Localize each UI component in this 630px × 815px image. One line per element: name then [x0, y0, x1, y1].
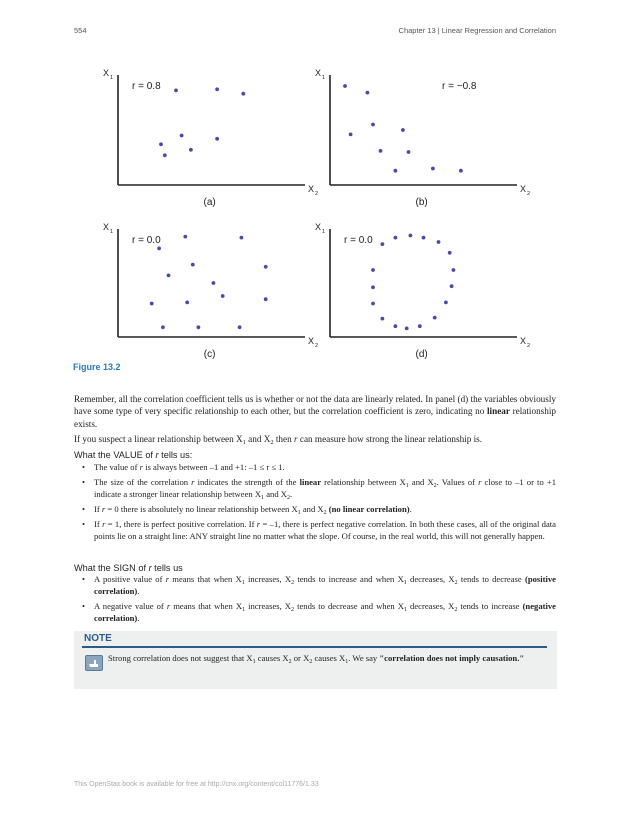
data-point [444, 301, 448, 305]
text-run: or X [291, 653, 310, 663]
italic-r: r [256, 518, 261, 529]
data-point [215, 87, 219, 91]
italic-r: r [148, 563, 152, 573]
data-point [381, 242, 385, 246]
x-axis-label: X [308, 184, 315, 194]
data-point [343, 84, 347, 88]
data-point [418, 324, 422, 328]
text-run: What the SIGN of [74, 563, 149, 573]
paragraph-linear [74, 433, 556, 445]
r-value-label: r = 0.0 [132, 235, 161, 246]
data-point [405, 327, 409, 331]
correlation-figure [0, 60, 630, 365]
text-run: and X [408, 476, 434, 487]
data-point [407, 150, 411, 154]
text-run: can measure how strong the linear relationship is. [297, 434, 483, 444]
data-point [163, 153, 167, 157]
text-run: and X [264, 488, 287, 499]
x-axis-subscript: 2 [527, 191, 531, 197]
subscript: 1 [242, 606, 246, 613]
text-run: tends to increase [457, 600, 523, 611]
x-axis-subscript: 2 [315, 343, 319, 349]
y-axis-subscript: 1 [110, 75, 114, 81]
scatter-panel-b [315, 68, 530, 208]
r-value-label: r = 0.8 [132, 81, 161, 92]
note-text [108, 652, 548, 664]
data-point [409, 234, 413, 238]
italic-r: r [191, 476, 195, 487]
data-point [150, 302, 154, 306]
subscript: 1 [261, 494, 265, 501]
sign-heading [74, 563, 183, 573]
list-item: • The size of the correlation r indicates the strength of the linear relationship between $X_1$ and $X_2$. Values of r close to –1 or to +1 indicate a stronger linear relationship between $X_1$ and $X_2$. [82, 476, 556, 501]
subscript: 2 [454, 606, 458, 613]
text-run: causes X [312, 653, 346, 663]
italic-r: r [478, 476, 482, 487]
text-run: If [94, 503, 102, 514]
text-run: = –1, there is perfect negative correlation. In both these cases, all of the original data points lie on a straight line: ANY straight line no matter what the slope. Of course, in the real world, this will not generally happen. [94, 518, 556, 541]
text-run: indicates the strength of the [194, 476, 300, 487]
hand-pointer-icon [85, 655, 103, 671]
data-point [422, 236, 426, 240]
subscript: 2 [454, 580, 458, 586]
text-run: . We say [348, 653, 380, 663]
data-point [185, 301, 189, 305]
data-point [238, 325, 242, 329]
text-run: increases, X [245, 600, 292, 611]
text-run: The value of [94, 462, 140, 472]
data-point [191, 263, 195, 267]
list-item: • A negative value of r means that when $X_1$ increases, $X_2$ tends to decrease and when $X_1$ decreases, $X_2$ tends to increase (negative correlation). [82, 600, 556, 623]
y-axis-label: X [103, 222, 110, 232]
subscript: 2 [323, 509, 327, 516]
subscript: 1 [242, 439, 246, 446]
data-point [157, 247, 161, 251]
subscript: 1 [297, 509, 301, 516]
data-point [240, 236, 244, 240]
panel-label: (b) [415, 197, 428, 208]
data-point [241, 92, 245, 96]
bold-run: (positive correlation) [94, 574, 556, 596]
text-run: The size of the correlation [94, 476, 192, 487]
r-value-label: r = −0.8 [442, 81, 477, 92]
list-item: • If r = 1, there is perfect positive correlation. If r = –1, there is perfect negative correlation. In both these cases, all of the original data points lie on a straight line: ANY straight line no matter what the slope. Of course, in the real world, this will not generally happen. [82, 518, 556, 541]
text-run: tends to decrease [457, 574, 525, 584]
value-list [74, 462, 556, 546]
sign-list [74, 574, 556, 628]
data-point [264, 297, 268, 301]
data-point [379, 149, 383, 153]
subscript: 1 [403, 580, 407, 586]
y-axis-subscript: 1 [322, 229, 326, 235]
data-point [433, 316, 437, 320]
data-point [431, 167, 435, 171]
note-divider [82, 646, 547, 648]
scatter-panel-c [103, 222, 318, 360]
text-run: A positive value of [94, 574, 166, 584]
data-point [174, 89, 178, 93]
data-point [394, 324, 398, 328]
data-point [183, 235, 187, 239]
y-axis-subscript: 1 [322, 75, 326, 81]
subscript: 1 [405, 482, 409, 489]
text-run: . [290, 488, 293, 499]
text-run: and X [300, 503, 324, 514]
subscript: 1 [241, 580, 245, 586]
panel-label: (d) [415, 349, 428, 360]
text-run: means that when X [170, 600, 243, 611]
bold-run: "correlation does not imply causation." [379, 653, 525, 663]
text-run: . Values of [436, 476, 479, 487]
data-point [371, 302, 375, 306]
text-run: . [409, 503, 412, 514]
figure-caption: Figure 13.2 [73, 362, 121, 372]
x-axis-label: X [308, 336, 315, 346]
y-axis-label: X [103, 68, 110, 78]
y-axis-label: X [315, 222, 322, 232]
italic-r: r [139, 462, 143, 472]
data-point [167, 274, 171, 278]
text-run: decreases, X [406, 574, 455, 584]
x-axis-label: X [520, 184, 527, 194]
data-point [448, 251, 452, 255]
text-run: Strong correlation does not suggest that X [108, 653, 253, 663]
subscript: 2 [270, 439, 274, 446]
text-run: tends to decrease and when X [294, 600, 404, 611]
italic-r: r [101, 503, 106, 514]
subscript: 2 [433, 482, 437, 489]
list-item: • A positive value of r means that when $X_1$ increases, $X_2$ tends to increase and when $X_1$ decreases, $X_2$ tends to decrease (positive correlation). [82, 574, 556, 596]
data-point [437, 240, 441, 244]
text-run: = 0 there is absolutely no linear relationship between X [105, 503, 298, 514]
data-point [452, 268, 456, 272]
value-heading [74, 450, 192, 460]
panel-label: (a) [203, 197, 216, 208]
paragraph-intro-bold: linear [486, 406, 510, 417]
data-point [394, 169, 398, 173]
list-item: • The value of r is always between –1 and +1: –1 ≤ r ≤ 1. [82, 462, 285, 472]
bold-run: (no linear correlation) [326, 503, 410, 514]
data-point [189, 148, 193, 152]
text-run: and X [245, 434, 271, 444]
text-run: relationship between X [321, 476, 406, 487]
page-footer: This OpenStax book is available for free at http://cnx.org/content/col11776/1.33 [74, 781, 319, 788]
subscript: 1 [345, 659, 349, 665]
data-point [381, 317, 385, 321]
subscript: 2 [286, 494, 290, 501]
italic-r: r [166, 600, 171, 611]
bold-run: (negative correlation) [94, 600, 556, 623]
data-point [459, 169, 463, 173]
data-point [159, 142, 163, 146]
data-point [221, 294, 225, 298]
r-value-label: r = 0.0 [344, 235, 373, 246]
scatter-panel-d [315, 222, 530, 360]
x-axis-subscript: 2 [527, 343, 531, 349]
italic-r: r [155, 450, 159, 460]
x-axis-label: X [520, 336, 527, 346]
data-point [212, 281, 216, 285]
x-axis-subscript: 2 [315, 191, 319, 197]
subscript: 1 [252, 659, 256, 665]
text-run: tells us: [158, 450, 193, 460]
text-run: means that when X [169, 574, 242, 584]
subscript: 2 [309, 659, 313, 665]
chapter-title: Chapter 13 | Linear Regression and Correlation [398, 26, 556, 35]
data-point [394, 236, 398, 240]
data-point [180, 134, 184, 138]
note-box [74, 631, 557, 689]
italic-r: r [102, 518, 106, 529]
text-run: What the VALUE of [74, 450, 156, 460]
text-run: = 1, there is perfect positive correlation. If [105, 518, 257, 529]
subscript: 2 [291, 606, 295, 613]
data-point [161, 325, 165, 329]
italic-r: r [294, 434, 298, 444]
data-point [197, 325, 201, 329]
text-run: If you suspect a linear relationship between X [74, 434, 243, 444]
data-point [215, 137, 219, 141]
data-point [371, 123, 375, 127]
paragraph-intro [74, 393, 556, 430]
paragraph-intro-end: relationship exists. [74, 406, 556, 429]
text-run: then [273, 434, 294, 444]
note-title: NOTE [84, 633, 112, 644]
data-point [349, 133, 353, 137]
text-run: . [137, 612, 140, 623]
paragraph-intro-text: Remember, all the correlation coefficient tells us is whether or not the data are linearly related. In panel (d) the variables obviously have some type of very specific relationship to each other, but the correlation coefficient is zero, indicating no [74, 394, 556, 417]
text-run: tends to increase and when X [294, 574, 404, 584]
text-run: A negative value of [94, 600, 167, 611]
italic-r: r [165, 574, 170, 584]
subscript: 2 [291, 580, 295, 586]
data-point [450, 284, 454, 288]
text-run: increases, X [244, 574, 292, 584]
data-point [366, 91, 370, 95]
subscript: 1 [403, 606, 407, 613]
list-item: • If r = 0 there is absolutely no linear relationship between $X_1$ and $X_2$ (no linear correlation). [82, 503, 412, 516]
text-run: tells us [151, 563, 183, 573]
y-axis-subscript: 1 [110, 229, 114, 235]
panel-label: (c) [203, 349, 216, 360]
page-number: 554 [74, 26, 87, 35]
scatter-panel-a [103, 68, 318, 208]
bold-run: linear [299, 476, 322, 487]
text-run: . [137, 585, 140, 596]
text-run: If [94, 518, 103, 529]
text-run: causes X [255, 653, 289, 663]
data-point [371, 285, 375, 289]
subscript: 2 [288, 659, 292, 665]
y-axis-label: X [315, 68, 322, 78]
text-run: close to –1 or to +1 indicate a stronger linear relationship between X [94, 476, 556, 499]
data-point [264, 265, 268, 269]
data-point [401, 128, 405, 132]
text-run: decreases, X [406, 600, 455, 611]
data-point [371, 268, 375, 272]
text-run: is always between –1 and +1: –1 ≤ r ≤ 1. [142, 462, 285, 472]
